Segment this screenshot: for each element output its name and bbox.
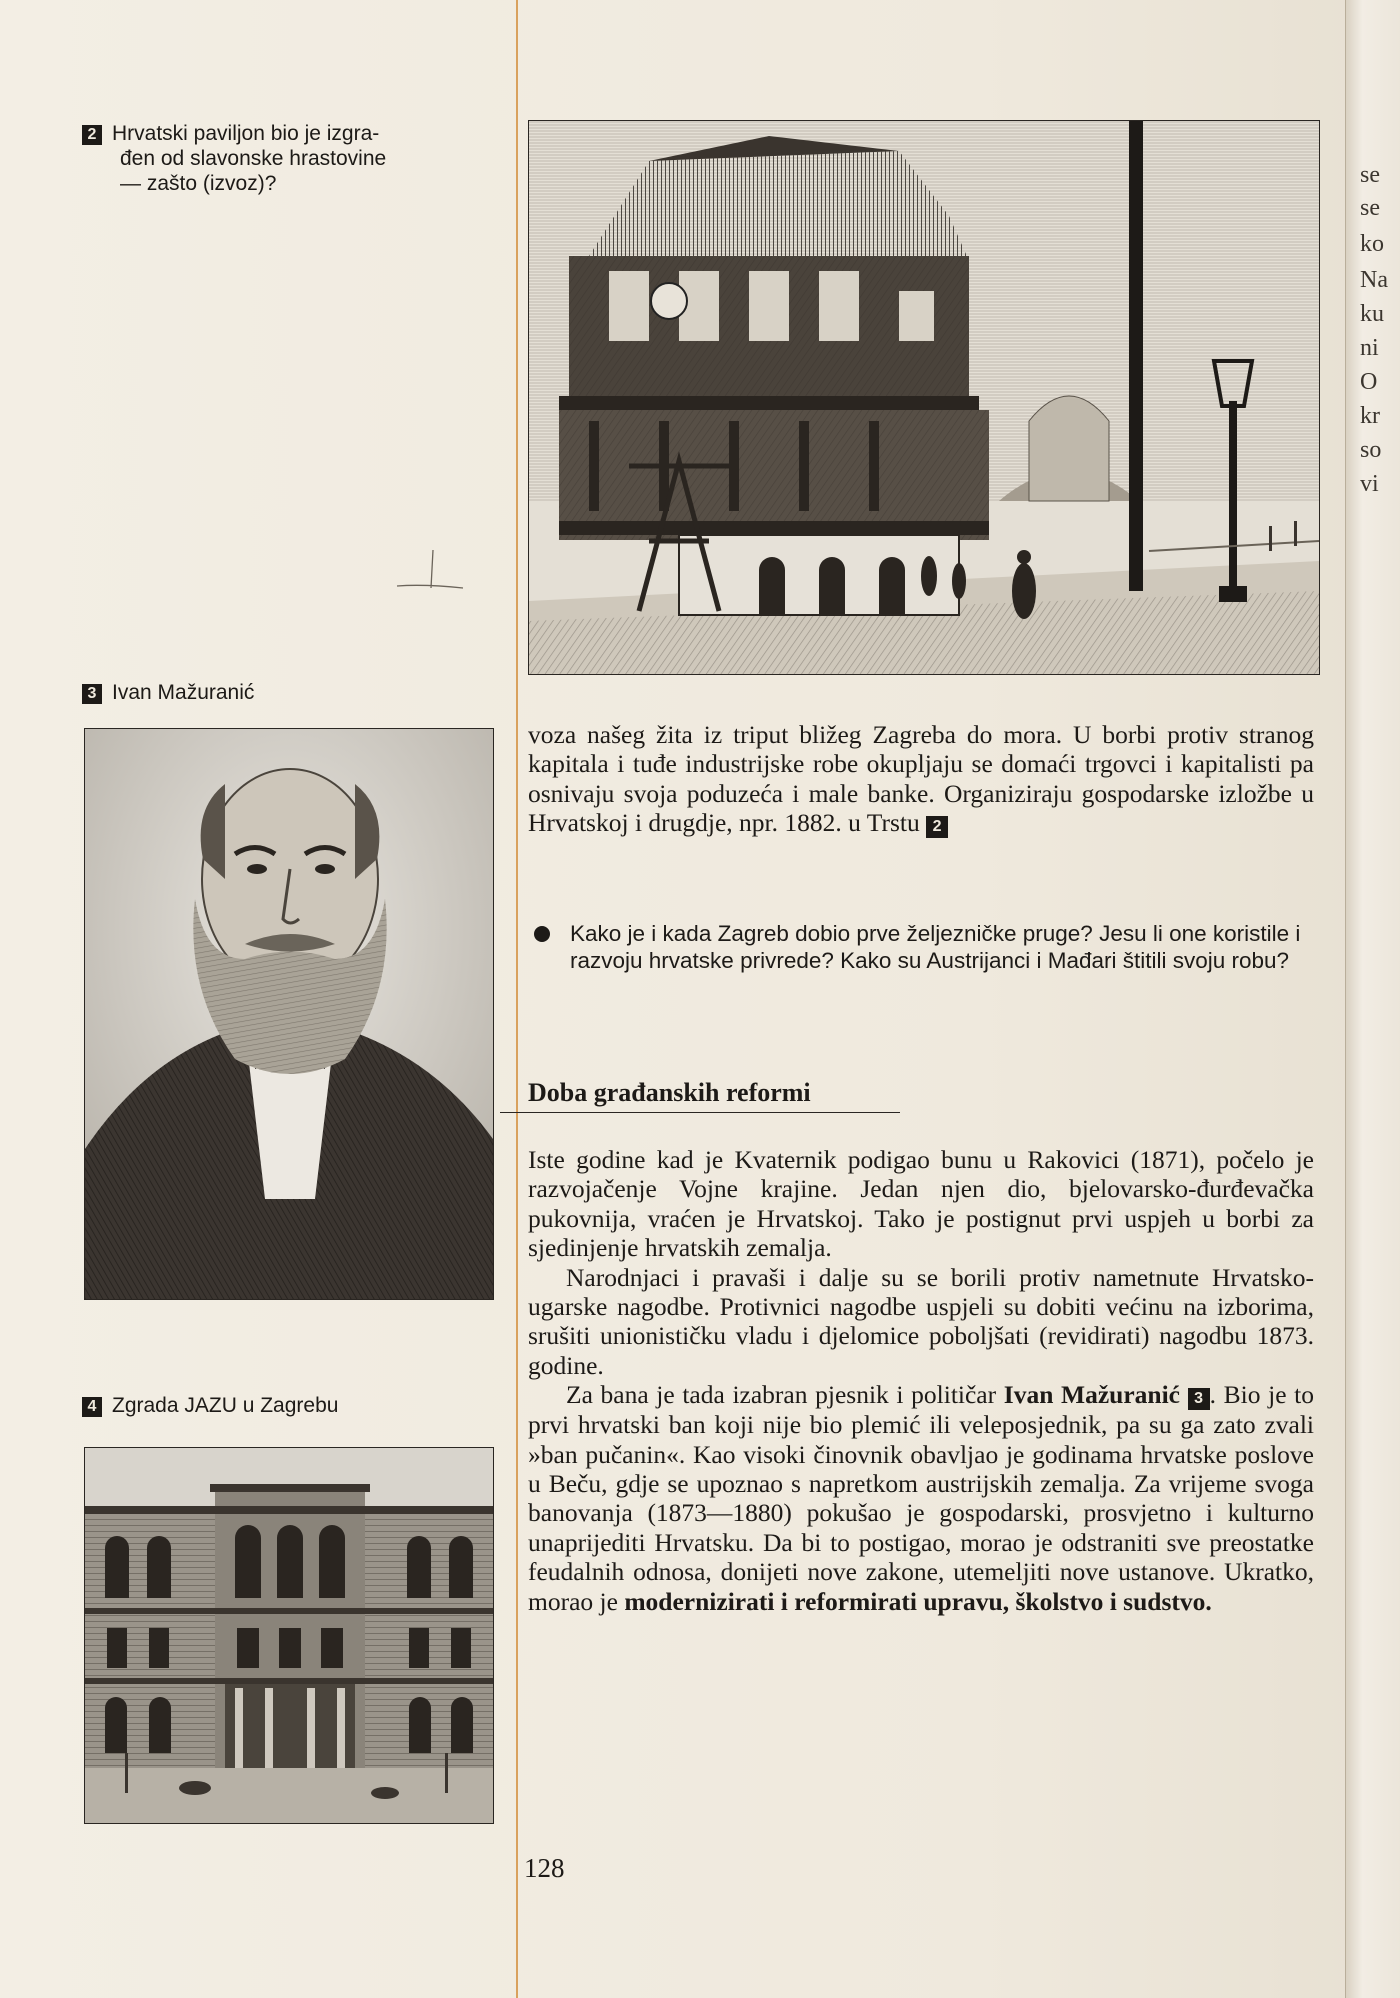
portrait-illustration <box>84 728 494 1300</box>
paragraph-text: Za bana je tada izabran pjesnik i političar <box>566 1380 997 1410</box>
paragraph-text: voza našeg žita iz triput bližeg Zagreba do mora. U borbi protiv stranog kapitala i tuđe industrijske robe okupljaju se domaći trgovci i kapitalisti pa osnivaju svoja poduzeća i male banke. Organiziraju gospodarske izložbe u Hrvatskoj i drugdje, npr. 1882. u Trstu <box>528 720 1314 838</box>
caption-text: Ivan Mažuranić <box>112 681 255 704</box>
edge-fragment: Na <box>1360 267 1388 293</box>
section-body <box>528 1145 1314 1616</box>
caption-line: — zašto (izvoz)? <box>120 172 277 195</box>
pavilion-illustration <box>528 120 1320 675</box>
edge-fragment: ku <box>1360 301 1384 327</box>
section-heading: Doba građanskih reformi <box>528 1078 811 1107</box>
edge-fragment: so <box>1360 437 1382 463</box>
caption-line: đen od slavonske hrastovine <box>120 147 387 170</box>
bold-name: Ivan Mažuranić <box>1003 1380 1180 1410</box>
figure-3-caption <box>82 680 254 705</box>
paragraph-text: . Bio je to prvi hrvatski ban koji nije bio plemić ili veleposjednik, pa su ga zato zvali »ban pučanin«. Kao visoki činovnik obavljao je godinama hrvatske poslove u Beču, gdje se upoznao s napretkom austrijskih zemalja. Za vrijeme svoga banovanja (1873—1880) pokušao je gospodarski, prosvjetno i kulturno unaprijediti Hrvatsku. Da bi to postigao, morao je odstraniti sve preostatke feudalnih odnosa, donijeti nove zakone, utemeljiti nove ustanove. Ukratko, morao je <box>528 1380 1314 1616</box>
caption-text: Zgrada JAZU u Zagrebu <box>112 1394 339 1417</box>
bold-emphasis: modernizirati i reformirati upravu, školstvo i sudstvo. <box>624 1586 1212 1616</box>
figure-number-badge: 4 <box>82 1397 102 1417</box>
edge-fragment: kr <box>1360 403 1380 429</box>
bullet-icon <box>534 926 550 942</box>
continued-paragraph <box>528 720 1314 838</box>
edge-fragment: O <box>1360 369 1378 395</box>
building-illustration <box>84 1447 494 1824</box>
paragraph <box>528 1380 1314 1616</box>
edge-fragment: vi <box>1360 471 1379 497</box>
figure-number-badge: 3 <box>82 684 102 704</box>
heading-underline <box>500 1112 900 1113</box>
caption-line: Hrvatski paviljon bio je izgra- <box>112 122 380 145</box>
edge-fragment: se <box>1360 195 1380 221</box>
edge-fragment: ko <box>1360 231 1384 257</box>
edge-fragment: se <box>1360 162 1380 188</box>
figure-reference-badge: 3 <box>1188 1388 1210 1410</box>
figure-4-caption <box>82 1393 338 1418</box>
page-number: 128 <box>524 1853 565 1883</box>
paragraph: Narodnjaci i pravaši i dalje su se borili protiv nametnute Hrvatsko-ugarske nagodbe. Protivnici nagodbe uspjeli su dobiti većinu na izborima, srušiti unionističku vladu i djelomice poboljšati (revidirati) nagodbu 1873. godine. <box>528 1262 1314 1380</box>
figure-number-badge: 2 <box>82 125 102 145</box>
question-text: Kako je i kada Zagreb dobio prve željezničke pruge? Jesu li one koristile i razvoju hrvatske privrede? Kako su Austrijanci i Mađari štitili svoju robu? <box>570 921 1301 973</box>
figure-2-caption <box>82 121 452 196</box>
review-question <box>528 920 1314 974</box>
edge-fragment: ni <box>1360 335 1379 361</box>
figure-reference-badge: 2 <box>926 816 948 838</box>
column-divider <box>516 0 518 1998</box>
pencil-mark <box>395 548 465 598</box>
paragraph: Iste godine kad je Kvaternik podigao bunu u Rakovici (1871), počelo je razvojačenje Vojne krajine. Jedan njen dio, bjelovarsko-đurđevačka pukovnija, vraćen je Hrvatskoj. Tako je postignut prvi uspjeh u borbi za sjedinjenje hrvatskih zemalja. <box>528 1145 1314 1263</box>
next-page-edge <box>1345 0 1400 1998</box>
